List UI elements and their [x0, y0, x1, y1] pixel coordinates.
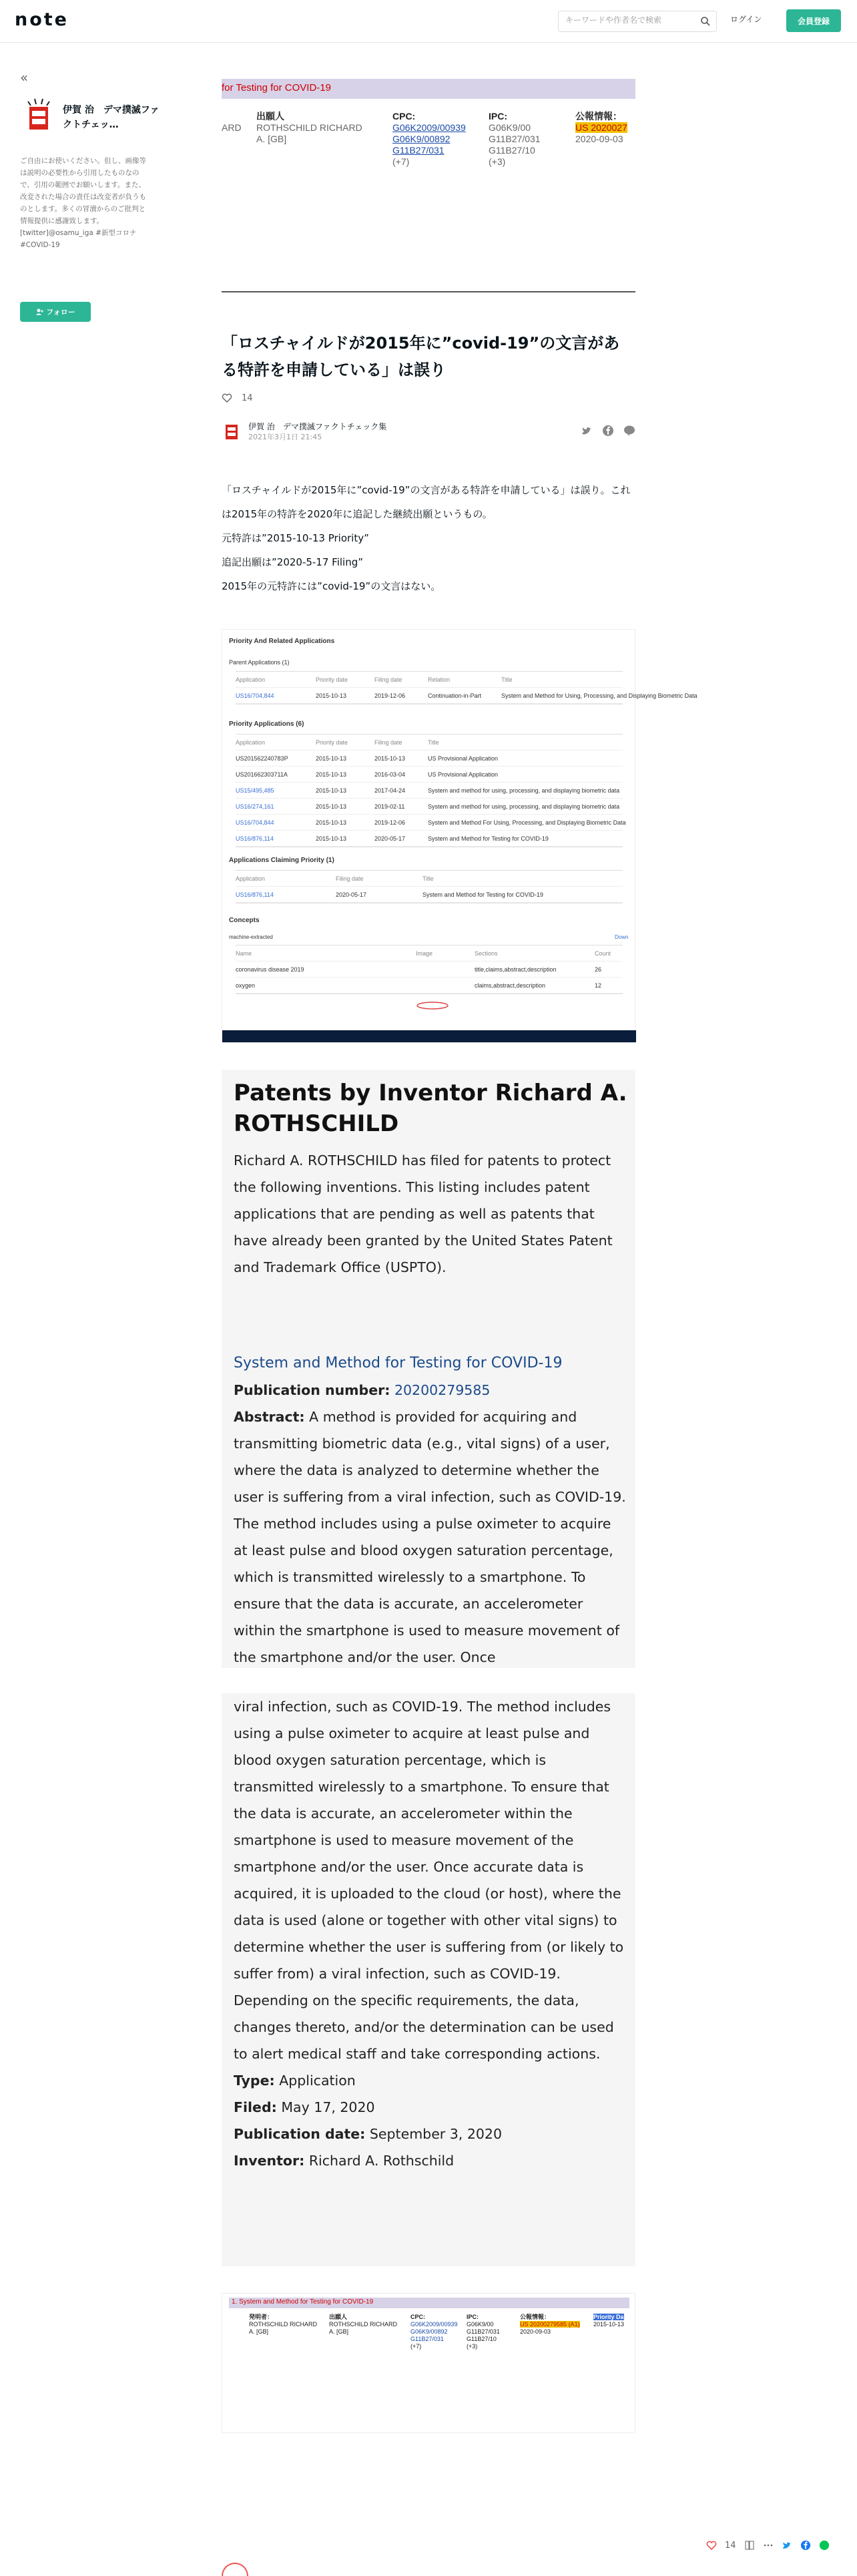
s3-cpc-col: CPC: G06K2009/00939 G06K9/00892 G11B27/031 (+7): [410, 2314, 458, 2350]
follow-button[interactable]: [20, 302, 91, 322]
byline-author[interactable]: 伊賀 治 デマ撲滅ファクトチェック集: [248, 422, 387, 431]
abstract-text: A method is provided for acquiring and transmitting biometric data (e.g., vital signs) of a user, where the data is analyzed to determine whether the user is suffering from a viral infection, such as COVID-19. The method includes using a pulse oximeter to acquire at least pulse and blood oxygen saturation percentage, which is transmitted wirelessly to a smartphone. To ensure that the data is accurate, an accelerometer within the smartphone is used to measure movement of the smartphone and/or the user. Once: [234, 1409, 626, 1665]
byline: [222, 419, 635, 446]
search-box[interactable]: [558, 11, 717, 32]
bottom-action-bar: [706, 2537, 857, 2553]
table-row: US16/876,114 2020-05-17 System and Method for Testing for COVID-19: [236, 887, 623, 903]
twitter-icon[interactable]: [782, 2540, 792, 2551]
share-icons: [581, 425, 635, 437]
table-row: US16/704,844 2015-10-13 2019-12-06 System and Method For Using, Processing, and Displaying Biometric Data: [236, 815, 623, 831]
author-name[interactable]: 伊賀 治 デマ撲滅ファクトチェッ…: [63, 105, 160, 130]
parent-table: Application Priority date Filing date Relation Title US16/704,844 2015-10-13 2019-12-06 Continuation-in-Part System and Method for Using, Processing, and Displaying Biometric Data: [236, 671, 623, 704]
patent-listing-continued: viral infection, such as COVID-19. The method includes using a pulse oximeter to acquire at least pulse and blood oxygen saturation percentage, which is transmitted wirelessly to a smartphone. To ensure that the data is accurate, an accelerometer within the smartphone is used to measure movement of the smartphone and/or the user. Once accurate data is acquired, it is uploaded to the cloud (or host), where the data is used (alone or together with other vital signs) to determine whether the user is suffering from (or likely to suffer from) a viral infection, such as COVID-19. Depending on the specific requirements, the data, changes thereto, and/or the determination can be used to alert medical staff and take corresponding actions. Type: Application Filed: May 17, 2020 Publication date: September 3, 2020 Inventor: Richard A. Rothschild: [234, 1693, 627, 2174]
article-body: [222, 478, 635, 598]
collapse-icon[interactable]: «: [20, 69, 29, 85]
type-value: Application: [279, 2073, 356, 2089]
s3-ipc-col: IPC: G06K9/00 G11B27/031 G11B27/10 (+3): [467, 2314, 500, 2350]
publication-number[interactable]: 20200279585: [394, 1382, 491, 1398]
filed-value: May 17, 2020: [281, 2099, 375, 2115]
scroll-ellipse-icon: [416, 1001, 449, 1010]
note-logo[interactable]: note: [15, 9, 69, 30]
patent-cpc-col: CPC: G06K2009/00939 G06K9/00892 G11B27/031 (+7): [392, 111, 466, 167]
priority-screenshot[interactable]: [222, 629, 697, 1043]
byline-date: 2021年3月1日 21:45: [248, 433, 322, 441]
priority-apps-heading: Priority Applications (6): [229, 720, 304, 728]
author-description: ご自由にお使いください。但し、画像等は説明の必要性から引用したものなので、引用の範囲でお願いします。また、改変された場合の責任は改変者が負うものとします。多くの冒瀆からのご批判と情報提供に感謝致します。[twitter]@osamu_iga #新型コロナ #COVID-19: [20, 157, 146, 249]
patent-summary-screenshot[interactable]: [222, 2293, 635, 2433]
patent-ipc-col: IPC: G06K9/00 G11B27/031 G11B27/10 (+3): [489, 111, 541, 167]
patent-bar-text: 1. System and Method for Testing for COVID-19: [232, 2298, 374, 2306]
table-row: US15/495,485 2015-10-13 2017-04-24 System and method for using, processing, and displaying biometric data: [236, 783, 623, 799]
header-patent-image[interactable]: [222, 69, 635, 292]
signup-button[interactable]: 会員登録: [786, 9, 841, 32]
image-gap: [222, 1668, 635, 1693]
patent-inventor-col: ARD: [222, 122, 242, 133]
s3-pub-col: 公報情報： US 20200279585 (A1) 2020-09-03: [520, 2314, 580, 2335]
claiming-heading: Applications Claiming Priority (1): [229, 857, 334, 864]
line-icon[interactable]: [623, 425, 635, 437]
divider: [222, 291, 635, 292]
user-plus-icon: [35, 308, 43, 316]
more-icon[interactable]: [763, 2540, 774, 2551]
table-row: US16/274,161 2015-10-13 2019-02-11 System and method for using, processing, and displaying biometric data: [236, 799, 623, 815]
login-link[interactable]: ログイン: [730, 15, 762, 24]
s3-priority-col: Priority Da 2015-10-13: [593, 2314, 625, 2328]
abstract-continued: viral infection, such as COVID-19. The method includes using a pulse oximeter to acquire at least pulse and blood oxygen saturation percentage, which is transmitted wirelessly to a smartphone. To ensure that the data is accurate, an accelerometer within the smartphone is used to measure movement of the smartphone and/or the user. Once accurate data is acquired, it is uploaded to the cloud (or host), where the data is used (alone or together with other vital signs) to determine whether the user is suffering from (or likely to suffer from) a viral infection, such as COVID-19. Depending on the specific requirements, the data, changes thereto, and/or the determination can be used to alert medical staff and take corresponding actions.: [234, 1699, 624, 2062]
magazine-icon[interactable]: [744, 2540, 755, 2551]
heart-icon[interactable]: [706, 2540, 717, 2551]
search-input[interactable]: [565, 15, 692, 25]
inventor-title: Patents by Inventor Richard A. ROTHSCHILD: [234, 1080, 627, 1137]
concepts-table: Name Image Sections Count coronavirus disease 2019 title,claims,abstract,description 26 oxygen claims,abstract,description 12: [236, 945, 623, 994]
table-row: US16/876,114 2015-10-13 2020-05-17 System and Method for Testing for COVID-19: [236, 831, 623, 847]
inventor-value: Richard A. Rothschild: [308, 2153, 455, 2169]
patent-pub-col: 公報情報： US 2020027 2020-09-03: [575, 111, 627, 144]
inventor-patents-screenshot[interactable]: [222, 1070, 635, 2266]
table-row: oxygen claims,abstract,description 12: [236, 978, 623, 994]
patent-applicant-col: 出願人 ROTHSCHILD RICHARD A. [GB]: [256, 111, 362, 144]
author-avatar[interactable]: [20, 97, 57, 135]
concepts-heading: Concepts: [229, 917, 260, 924]
article-main: [222, 69, 697, 2433]
body-paragraph: 元特許は”2015-10-13 Priority”: [222, 532, 369, 544]
table-row: US201662303711A 2015-10-13 2016-03-04 US Provisional Application: [236, 767, 623, 783]
table-row: US16/704,844 2015-10-13 2019-12-06 Continuation-in-Part System and Method for Using, Processing, and Displaying Biometric Data: [236, 688, 623, 704]
body-paragraph: 「ロスチャイルドが2015年に”covid-19”の文言がある特許を申請している」は誤り。これは2015年の特許を2020年に追記した継続出願というもの。: [222, 484, 631, 520]
patent-bar-text: for Testing for COVID-19: [222, 82, 331, 93]
cutoff-element: [222, 2563, 248, 2576]
body-paragraph: 2015年の元特許には”covid-19”の文言はない。: [222, 580, 441, 592]
body-paragraph: 追記出願は”2020-5-17 Filing”: [222, 556, 364, 568]
claiming-table: Application Filing date Title US16/876,114 2020-05-17 System and Method for Testing for COVID-19: [236, 870, 623, 903]
table-row: coronavirus disease 2019 title,claims,abstract,description 26: [236, 961, 623, 978]
twitter-icon[interactable]: [581, 425, 593, 437]
article-title: 「ロスチャイルドが2015年に”covid-19”の文言がある特許を申請している」は誤り: [222, 334, 620, 379]
like-count: 14: [242, 393, 253, 403]
site-header: [0, 0, 857, 43]
s3-inventor-col: 発明者： ROTHSCHILD RICHARD A. [GB]: [249, 2314, 318, 2335]
author-avatar-small[interactable]: [222, 421, 242, 441]
facebook-icon[interactable]: [800, 2540, 811, 2551]
patent-listing: System and Method for Testing for COVID-19 Publication number: 20200279585 Abstract: A method is provided for acquiring and transmitting biometric data (e.g., vital signs) of a user, where the data is analyzed to determine whether the user is suffering from a viral infection, such as COVID-19. The method includes using a pulse oximeter to acquire at least pulse and blood oxygen saturation percentage, which is transmitted wirelessly to a smartphone. To ensure that the data is accurate, an accelerometer within the smartphone is used to measure movement of the smartphone and/or the user. Once: [234, 1350, 627, 1668]
table-row: US201562240783P 2015-10-13 2015-10-13 US Provisional Application: [236, 750, 623, 767]
line-icon[interactable]: [819, 2540, 830, 2551]
priority-heading: Priority And Related Applications: [229, 638, 335, 645]
like-count: 14: [725, 2540, 736, 2551]
taskbar-strip: [222, 1030, 636, 1042]
inventor-intro: Richard A. ROTHSCHILD has filed for patents to protect the following inventions. This listing includes patent applications that are pending as well as patents that have already been granted by the United States Patent and Trademark Office (USPTO).: [234, 1152, 613, 1275]
like-row: [222, 393, 635, 403]
patent-title-link[interactable]: System and Method for Testing for COVID-19: [234, 1355, 563, 1371]
search-icon[interactable]: [700, 16, 711, 27]
heart-icon[interactable]: [222, 393, 232, 403]
parent-heading: Parent Applications (1): [229, 659, 290, 666]
follow-label: フォロー: [46, 308, 75, 316]
download-link[interactable]: Down: [615, 934, 629, 940]
priority-table: Application Priority date Filing date Title US201562240783P 2015-10-13 2015-10-13 US Provisional Application US201662303711A 2015-10-13 2016-03-04 US Provisional Application US15/495,485 2015-10-13 2017-04-24 System and method for using, processing, and displaying biometric data US16/274,161 2015-10-13 2019-02-11 System and method for using, processing, and displaying biometric data US16/704,844 2015-10-13 2019-12-06 System and Method For Using, Processing, and Displaying Biometric Data US16/876,114 2015-10-13 2020-05-17 System and Method for Testing for COVID-19: [236, 734, 623, 847]
pubdate-value: September 3, 2020: [369, 2126, 502, 2142]
machine-extracted-label: machine-extracted: [229, 934, 273, 940]
s3-applicant-col: 出願人 ROTHSCHILD RICHARD A. [GB]: [329, 2314, 398, 2335]
facebook-icon[interactable]: [602, 425, 614, 437]
